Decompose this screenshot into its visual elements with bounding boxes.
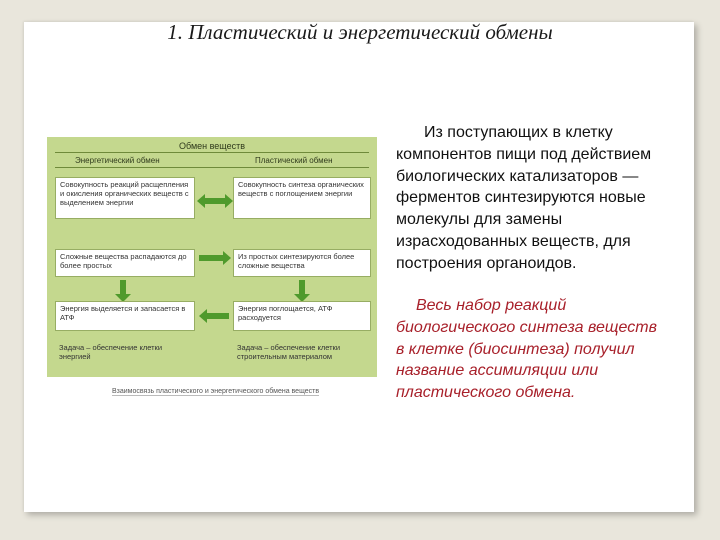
right-column-header: Пластический обмен <box>255 156 333 165</box>
slide-title: 1. Пластический и энергетический обмены <box>167 20 553 44</box>
right-box-3: Энергия поглощается, АТФ расходуется <box>233 301 371 331</box>
diagram-divider <box>55 152 369 153</box>
right-box-2: Из простых синтезируются более сложные вещества <box>233 249 371 277</box>
left-box-2: Сложные вещества распадаются до более простых <box>55 249 195 277</box>
left-column-header: Энергетический обмен <box>75 156 160 165</box>
highlight-paragraph-text: Весь набор реакций биологического синтеза веществ в клетке (биосинтеза) получил название ассимиляции или пластического обмена. <box>396 297 657 402</box>
body-paragraph-text: Из поступающих в клетку компонентов пищи под действием биологических катализаторов — ферментов синтезируются новые молекулы для замены израсходованных веществ, для построения органоидов. <box>396 124 652 272</box>
left-arrow-3 <box>207 313 229 319</box>
left-task: Задача – обеспечение клетки энергией <box>59 343 163 361</box>
left-down-arrow <box>120 280 126 294</box>
right-down-arrow <box>299 280 305 294</box>
left-box-3: Энергия выделяется и запасается в АТФ <box>55 301 195 331</box>
header-divider <box>55 167 369 168</box>
body-paragraph <box>396 122 666 275</box>
right-box-1: Совокупность синтеза органических веществ с поглощением энергии <box>233 177 371 219</box>
right-task: Задача – обеспечение клетки строительным материалом <box>237 343 341 361</box>
highlight-paragraph <box>396 295 666 404</box>
double-arrow-1 <box>205 198 225 204</box>
diagram-caption: Взаимосвязь пластического и энергетического обмена веществ <box>112 388 320 395</box>
metabolism-diagram <box>47 137 377 377</box>
left-box-1: Совокупность реакций расщепления и окисления органических веществ с выделением энергии <box>55 177 195 219</box>
diagram-title: Обмен веществ <box>178 141 246 151</box>
right-arrow-2 <box>199 255 223 261</box>
